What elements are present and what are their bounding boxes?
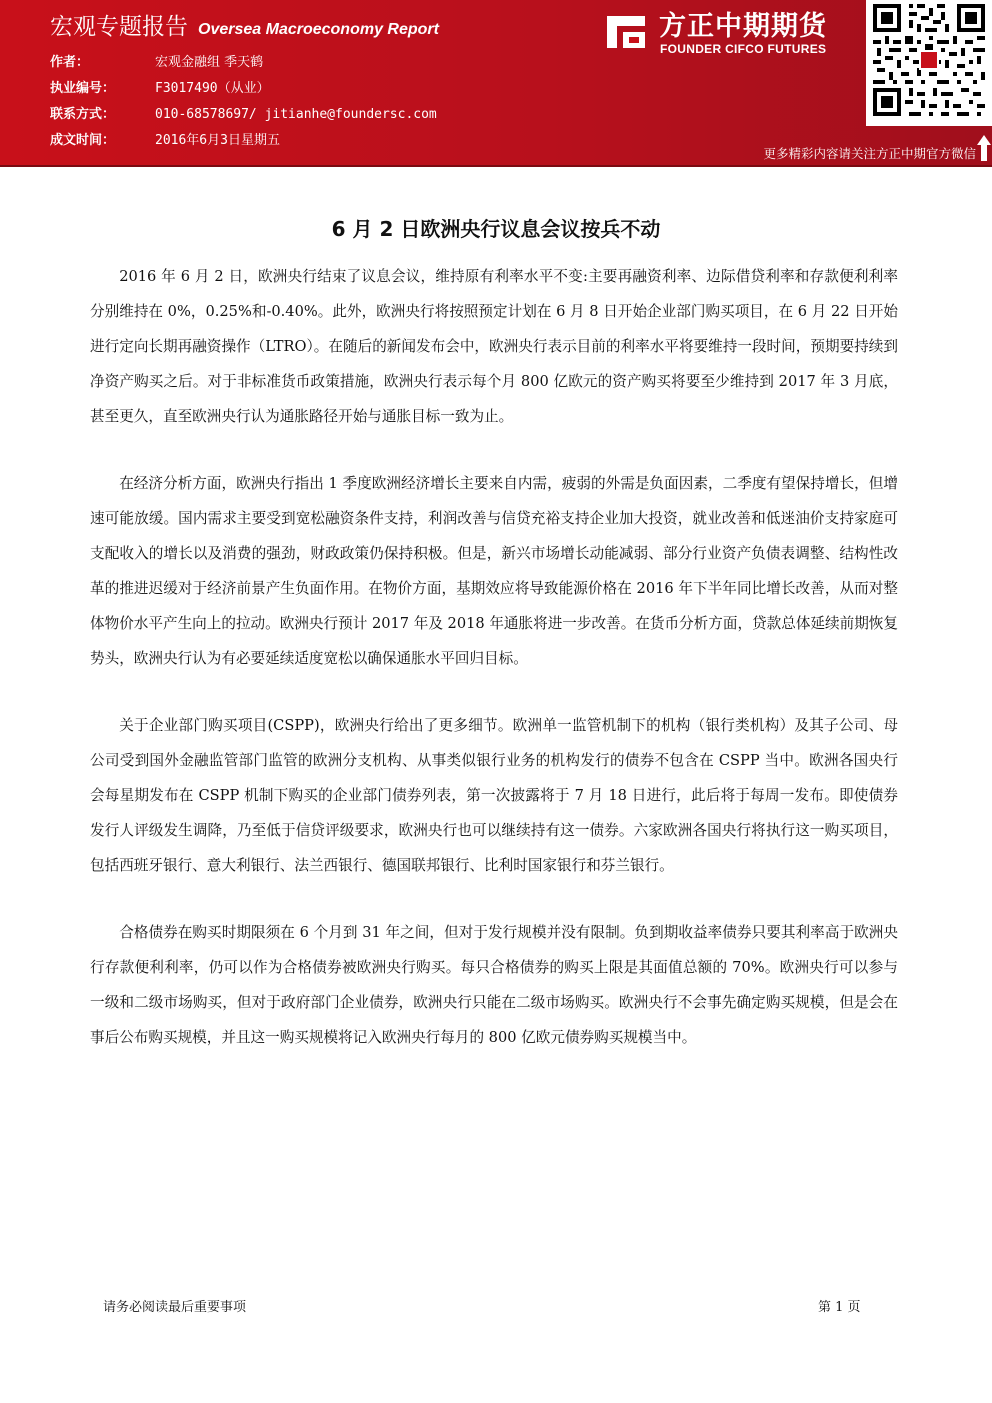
meta-row-date (50, 131, 437, 157)
report-type-cn: 宏观专题报告 (50, 14, 188, 40)
author-name: 宏观金融组 季天鹤 (155, 55, 264, 70)
meta-label: 成文时间： (50, 133, 116, 148)
founder-logo-icon (603, 8, 649, 54)
report-header (0, 0, 992, 165)
meta-row-author (50, 53, 437, 79)
arrow-up-icon (976, 134, 992, 162)
qr-code (866, 0, 992, 126)
paragraph: 合格债券在购买时期限须在 6 个月到 31 年之间，但对于发行规模并没有限制。负到期收益率债券只要其利率高于欧洲央行存款便利利率，仍可以作为合格债券被欧洲央行购买。每只合格债券的购买上限是其面值总额的 70%。欧洲央行可以参与一级和二级市场购买，但对于政府部门企业债券，欧洲央行只能在二级市场购买。欧洲央行不会事先确定购买规模，但是会在事后公布购买规模，并且这一购买规模将记入欧洲央行每月的 800 亿欧元债券购买规模当中。 (90, 924, 898, 1046)
article-title: 6 月 2 日欧洲央行议息会议按兵不动 (331, 217, 661, 241)
contact-info[interactable]: 010-68578697/ jitianhe@foundersc.com (155, 107, 437, 122)
report-type-en: Oversea Macroeconomy Report (198, 21, 439, 38)
article-body (90, 259, 898, 1087)
meta-label: 执业编号： (50, 81, 116, 96)
meta-row-contact (50, 105, 437, 131)
logo-text-en: FOUNDER CIFCO FUTURES (660, 42, 827, 56)
license-number: F3017490（从业） (155, 81, 270, 96)
qr-code-icon (873, 4, 985, 116)
meta-row-license (50, 79, 437, 105)
meta-label: 作者： (50, 55, 90, 70)
author-meta (50, 53, 437, 157)
page-number: 第 1 页 (818, 1300, 861, 1315)
publish-date: 2016年6月3日星期五 (155, 133, 280, 148)
report-type (50, 8, 439, 41)
meta-label: 联系方式： (50, 107, 116, 122)
header-slogan: 更多精彩内容请关注方正中期官方微信 (763, 146, 976, 161)
company-logo (603, 4, 861, 56)
paragraph: 关于企业部门购买项目(CSPP)，欧洲央行给出了更多细节。欧洲单一监管机制下的机构（银行类机构）及其子公司、母公司受到国外金融监管部门监管的欧洲分支机构、从事类似银行业务的机构发行的债券不包含在 CSPP 当中。欧洲各国央行会每星期发布在 CSPP 机制下购买的企业部门债券列表，第一次披露将于 7 月 18 日进行，此后将于每周一发布。即使债券发行人评级发生调降，乃至低于信贷评级要求，欧洲央行也可以继续持有这一债券。六家欧洲各国央行将执行这一购买项目，包括西班牙银行、意大利银行、法兰西银行、德国联邦银行、比利时国家银行和芬兰银行。 (90, 717, 898, 874)
footer-notice: 请务必阅读最后重要事项 (103, 1300, 247, 1315)
paragraph: 在经济分析方面，欧洲央行指出 1 季度欧洲经济增长主要来自内需，疲弱的外需是负面因素，二季度有望保持增长，但增速可能放缓。国内需求主要受到宽松融资条件支持，利润改善与信贷充裕支持企业加大投资，就业改善和低迷油价支持家庭可支配收入的增长以及消费的强劲，财政政策仍保持积极。但是，新兴市场增长动能减弱、部分行业资产负债表调整、结构性改革的推进迟缓对于经济前景产生负面作用。在物价方面，基期效应将导致能源价格在 2016 年下半年同比增长改善，从而对整体物价水平产生向上的拉动。欧洲央行预计 2017 年及 2018 年通胀将进一步改善。在货币分析方面，贷款总体延续前期恢复势头，欧洲央行认为有必要延续适度宽松以确保通胀水平回归目标。 (90, 475, 898, 667)
paragraph: 2016 年 6 月 2 日，欧洲央行结束了议息会议，维持原有利率水平不变:主要再融资利率、边际借贷利率和存款便利利率分别维持在 0%，0.25%和-0.40%。此外，欧洲央行将按照预定计划在 6 月 8 日开始企业部门购买项目，在 6 月 22 日开始进行定向长期再融资操作（LTRO）。在随后的新闻发布会中，欧洲央行表示目前的利率水平将要维持一段时间，预期要持续到净资产购买之后。对于非标准货币政策措施，欧洲央行表示每个月 800 亿欧元的资产购买将要至少维持到 2017 年 3 月底，甚至更久，直至欧洲央行认为通胀路径开始与通胀目标一致为止。 (90, 268, 898, 425)
header-divider (0, 165, 992, 167)
logo-text-cn: 方正中期期货 (659, 11, 827, 42)
